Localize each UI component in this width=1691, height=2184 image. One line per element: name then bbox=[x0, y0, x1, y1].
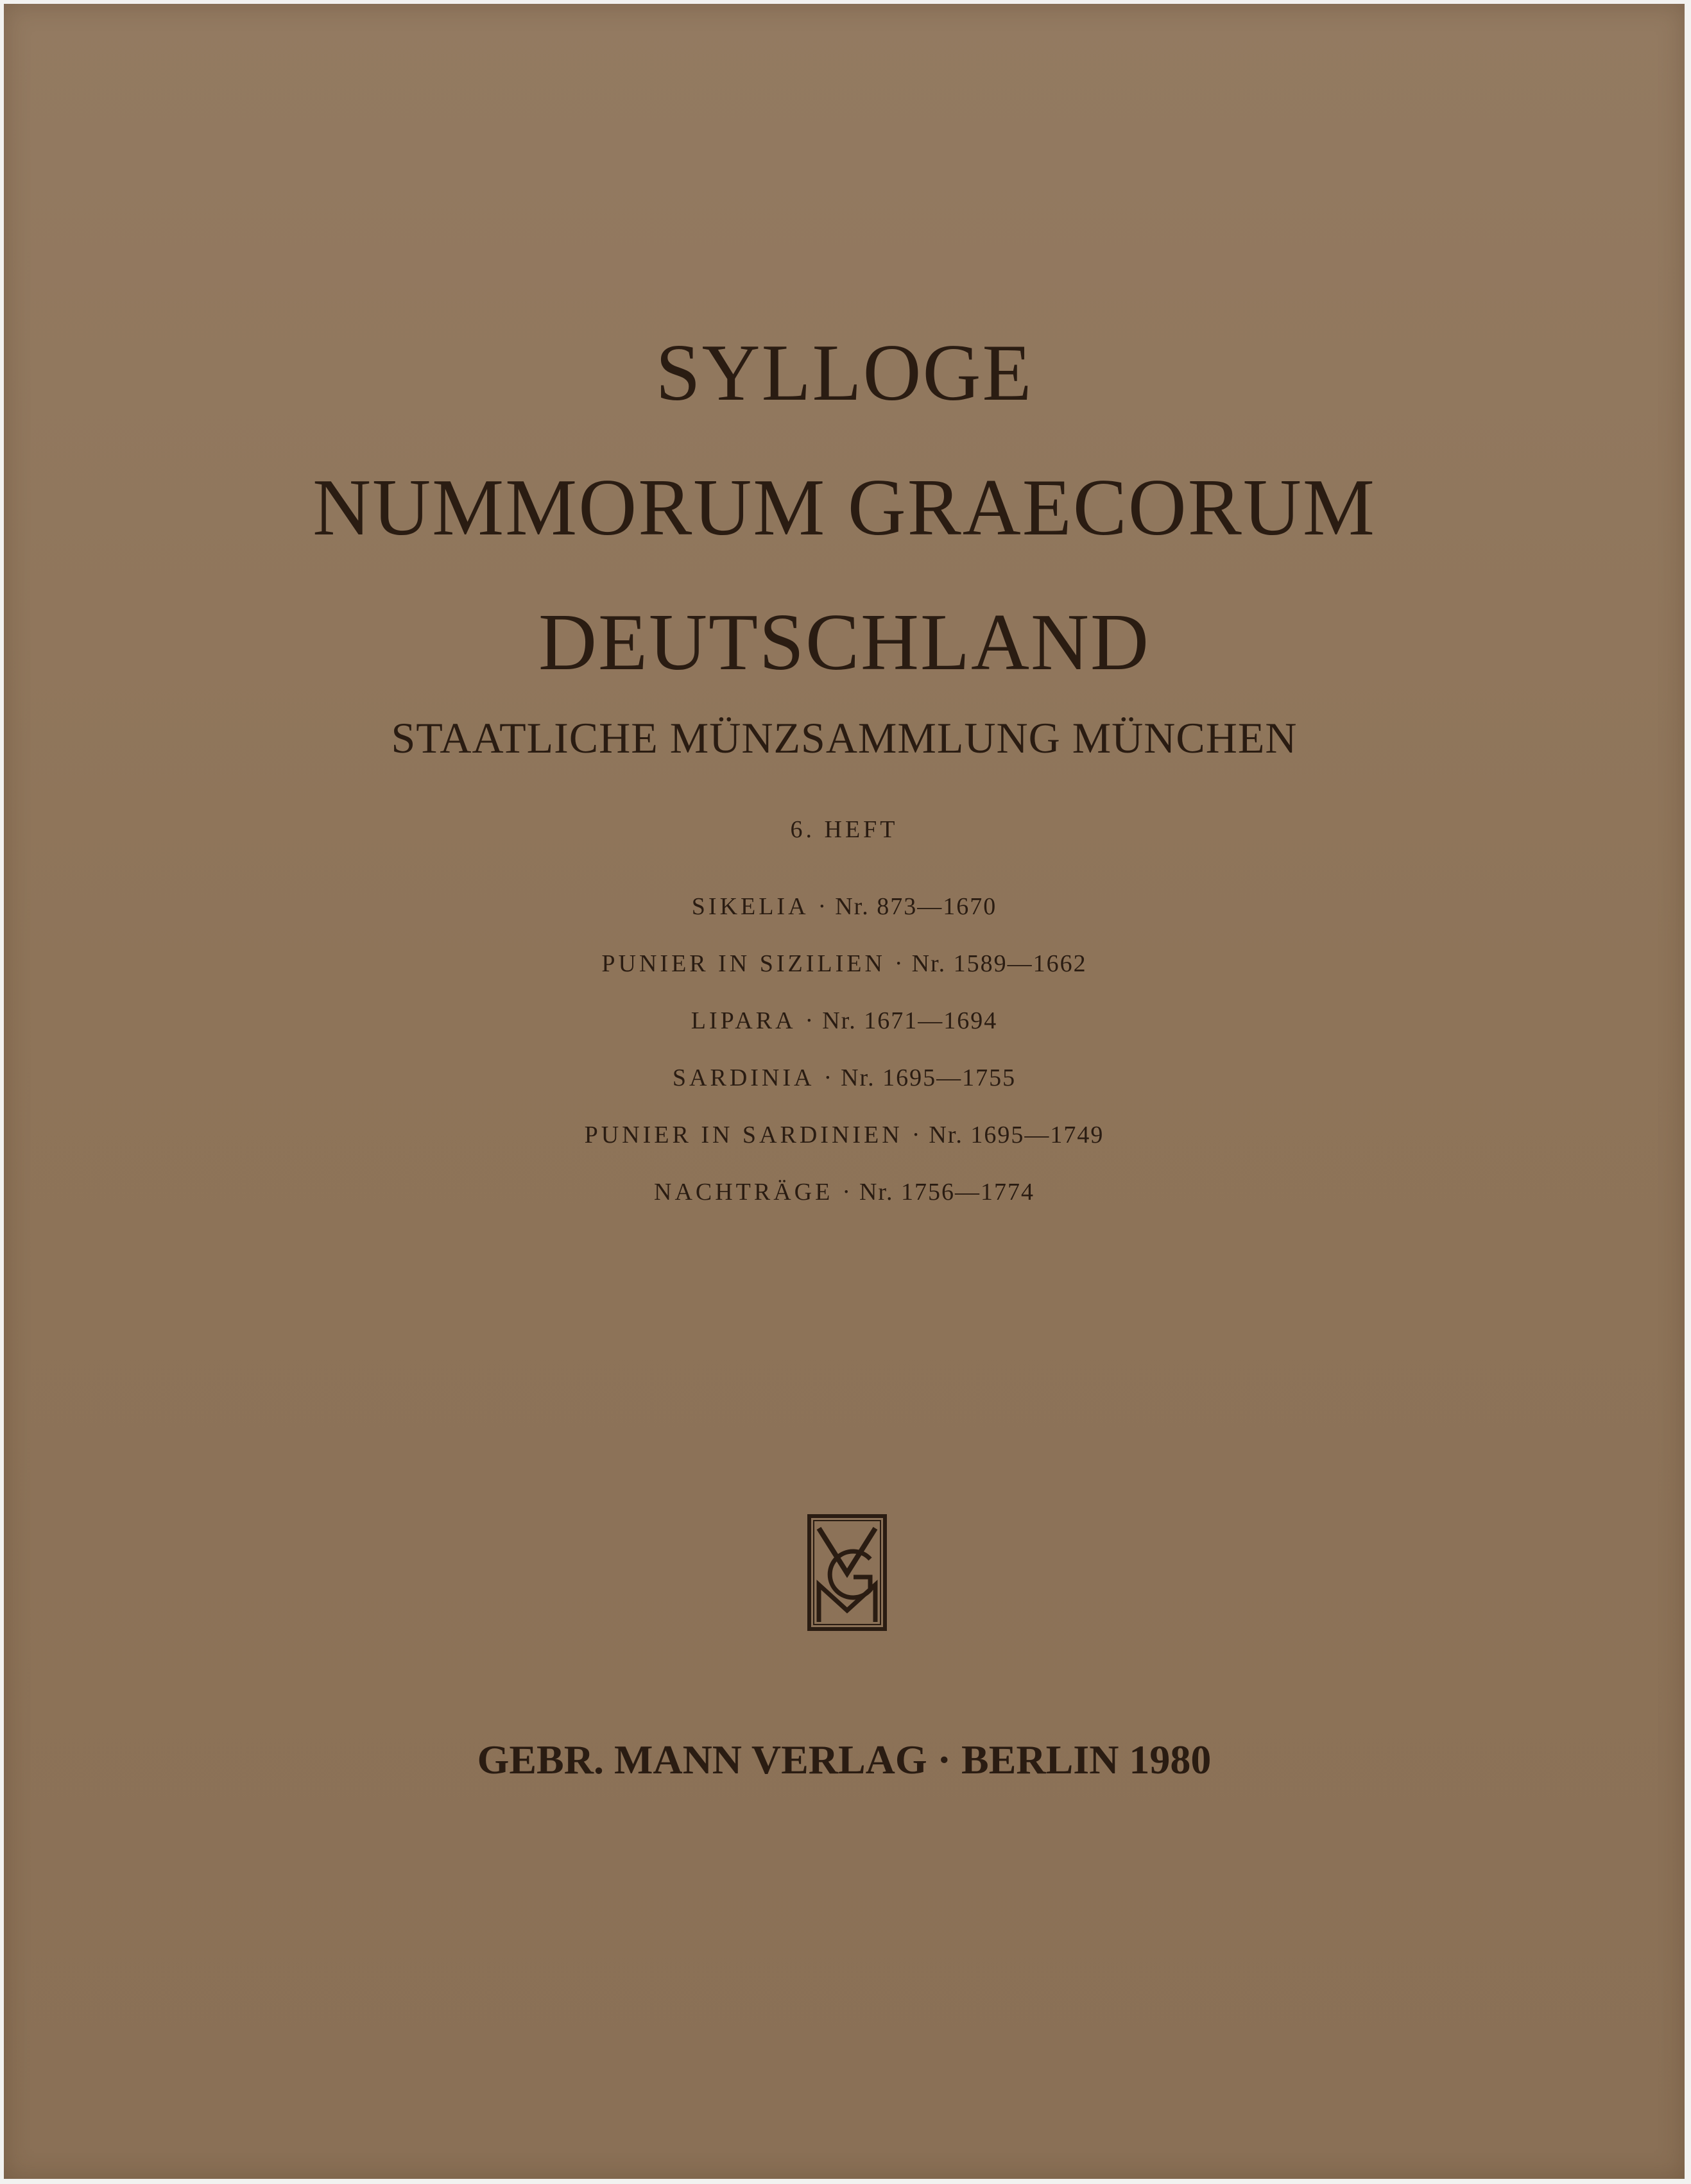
contents-item-name: LIPARA bbox=[691, 1007, 796, 1034]
contents-item-range: Nr. 1695—1755 bbox=[841, 1064, 1017, 1091]
contents-item-name: PUNIER IN SARDINIEN bbox=[584, 1122, 903, 1148]
contents-item bbox=[4, 892, 1685, 950]
contents-item-range: Nr. 1671—1694 bbox=[822, 1007, 998, 1034]
separator-dot: · bbox=[911, 1122, 920, 1148]
book-cover bbox=[4, 4, 1685, 2179]
contents-item-name: SIKELIA bbox=[691, 893, 809, 920]
contents-item bbox=[4, 1178, 1685, 1235]
contents-list bbox=[4, 892, 1685, 1235]
publisher-monogram-icon bbox=[807, 1514, 887, 1631]
contents-item-name: SARDINIA bbox=[672, 1064, 815, 1091]
contents-item-name: NACHTRÄGE bbox=[654, 1179, 834, 1206]
contents-item bbox=[4, 950, 1685, 1007]
contents-item bbox=[4, 1064, 1685, 1121]
separator-dot: · bbox=[894, 950, 903, 977]
contents-item bbox=[4, 1007, 1685, 1064]
contents-item-range: Nr. 1756—1774 bbox=[859, 1179, 1034, 1206]
separator-dot: · bbox=[818, 893, 827, 920]
publisher-imprint: GEBR. MANN VERLAG · BERLIN 1980 bbox=[477, 1737, 1212, 1782]
contents-item-range: Nr. 1589—1662 bbox=[911, 950, 1087, 977]
contents-item-range: Nr. 1695—1749 bbox=[929, 1122, 1104, 1148]
series-title-line-1: SYLLOGE bbox=[655, 328, 1033, 418]
contents-item-name: PUNIER IN SIZILIEN bbox=[601, 950, 886, 977]
separator-dot: · bbox=[823, 1064, 832, 1091]
separator-dot: · bbox=[842, 1179, 850, 1206]
institution-name: STAATLICHE MÜNZSAMMLUNG MÜNCHEN bbox=[391, 713, 1298, 762]
series-title-line-3: DEUTSCHLAND bbox=[538, 598, 1150, 688]
contents-item-range: Nr. 873—1670 bbox=[835, 893, 997, 920]
volume-number: 6. HEFT bbox=[790, 816, 898, 843]
separator-dot: · bbox=[805, 1007, 814, 1034]
contents-item bbox=[4, 1121, 1685, 1178]
series-title-line-2: NUMMORUM GRAECORUM bbox=[313, 463, 1376, 553]
